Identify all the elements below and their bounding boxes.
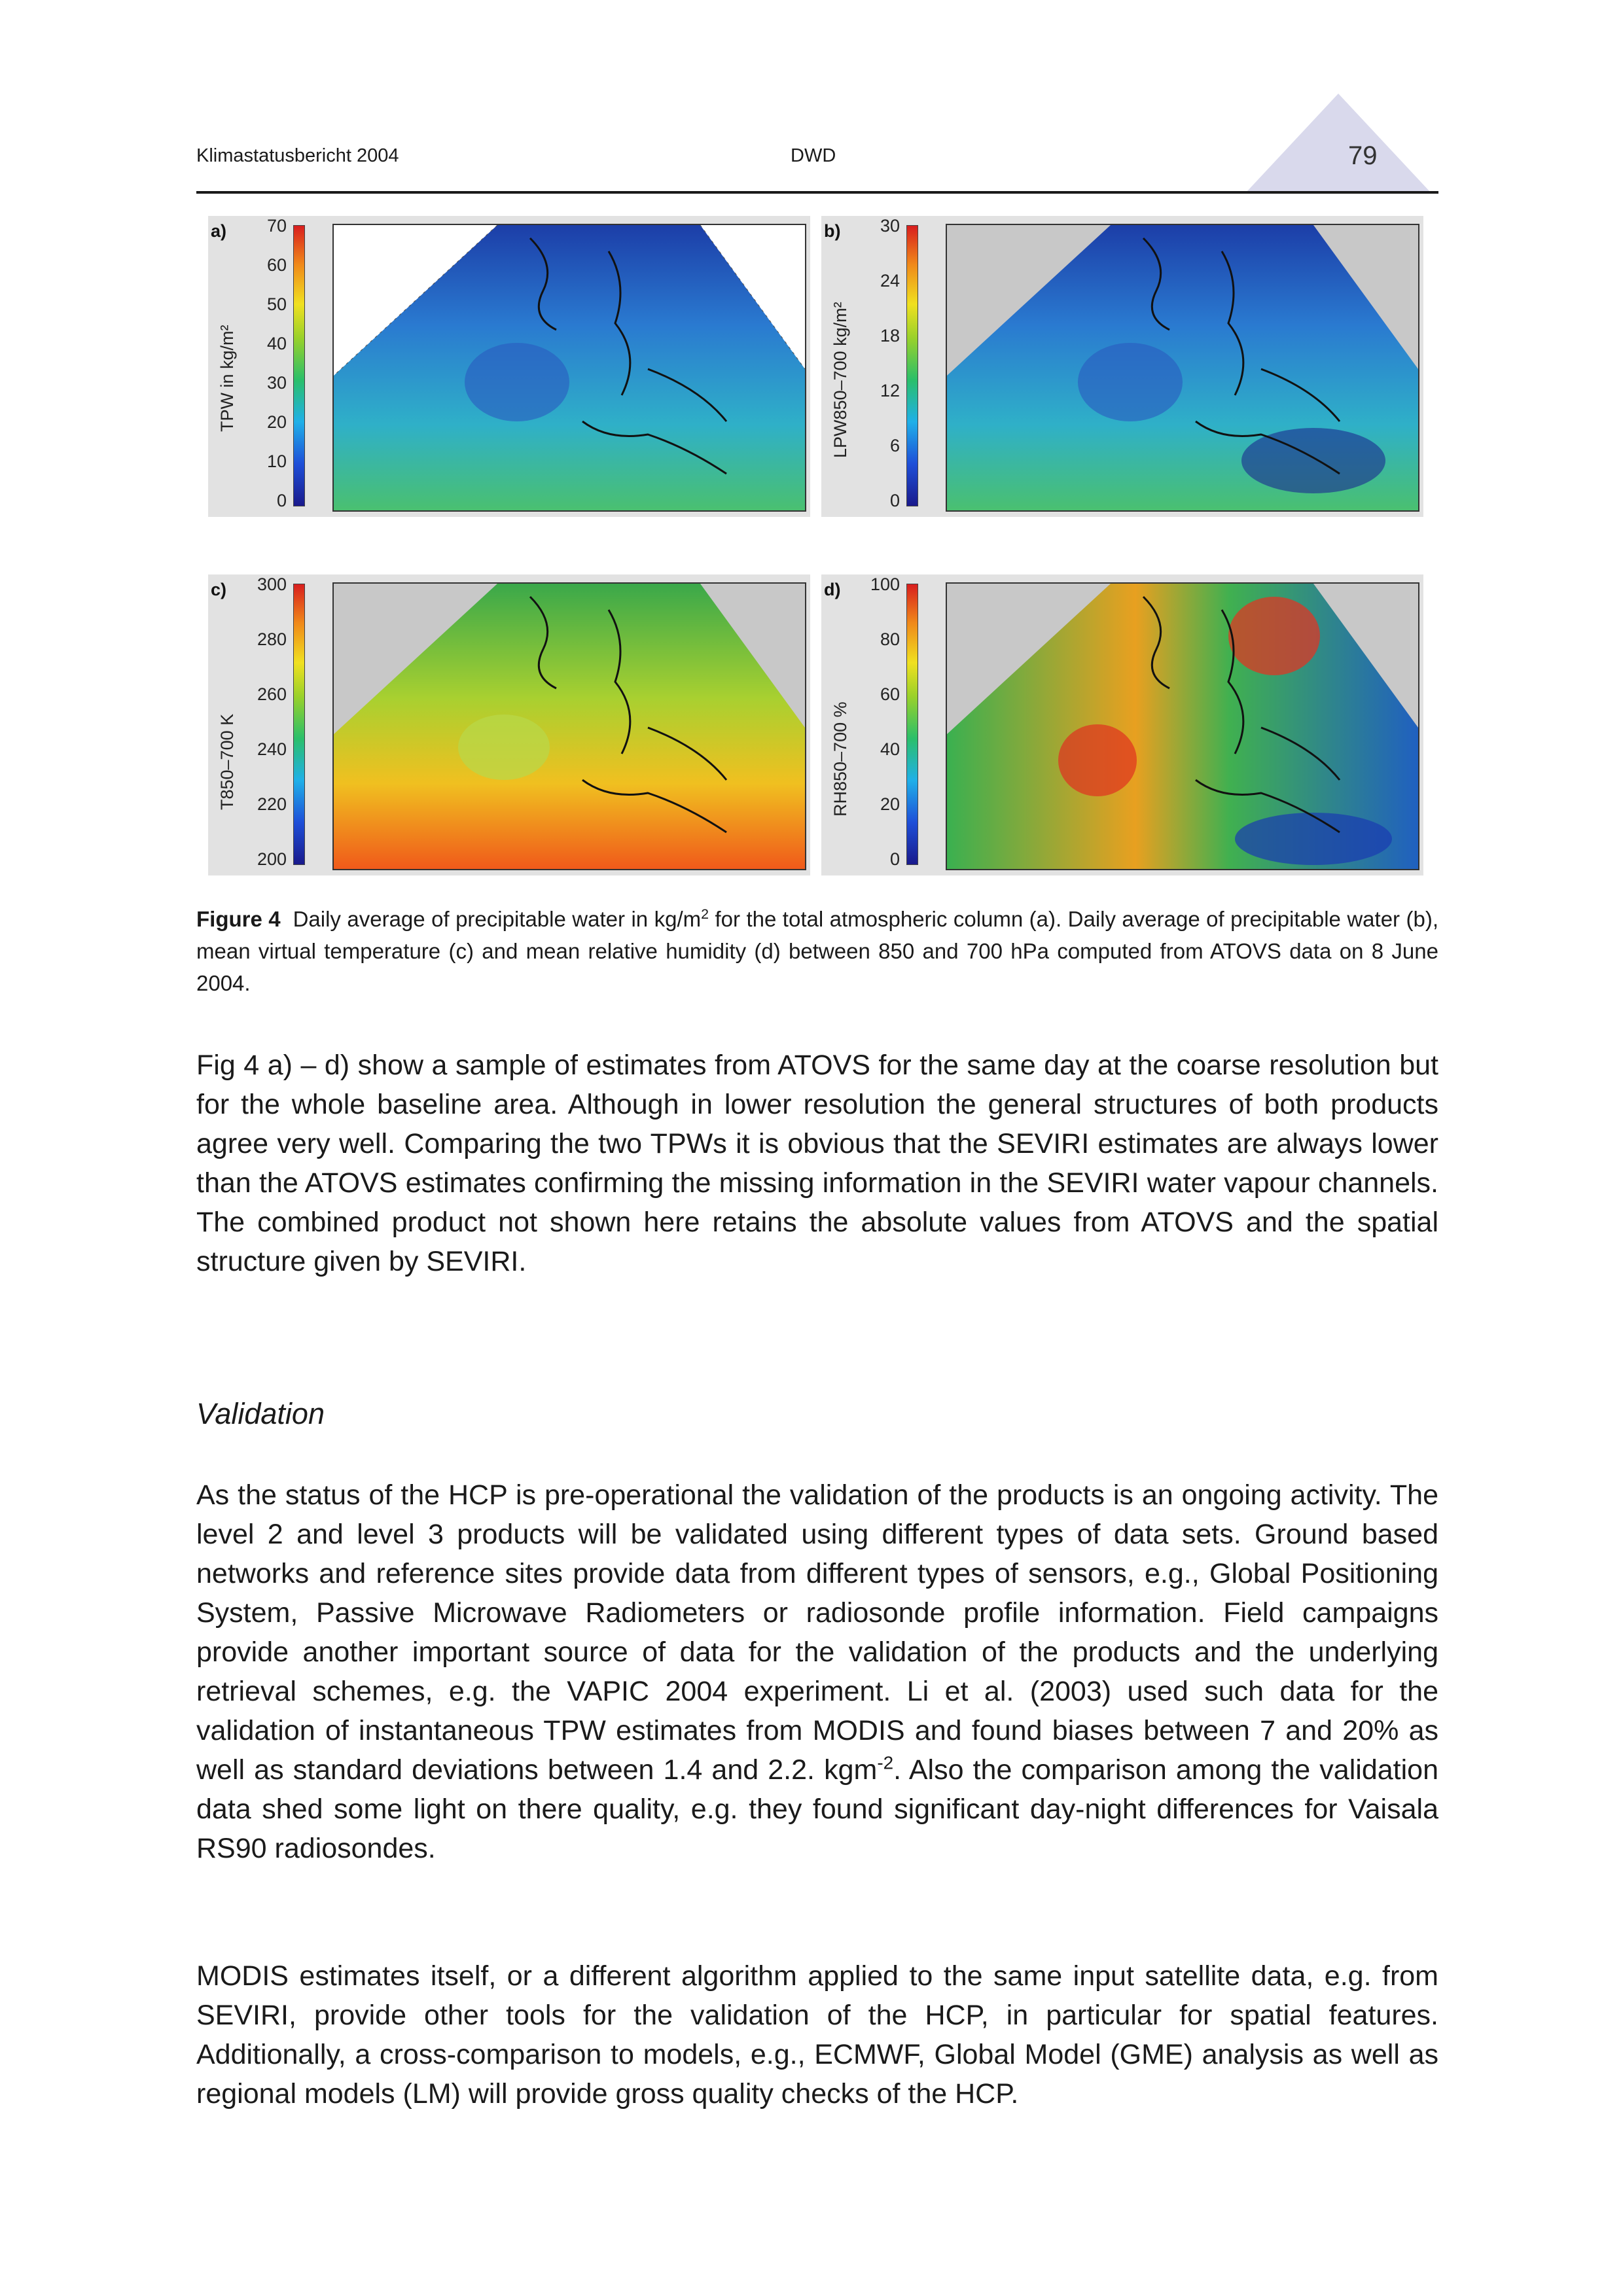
paragraph-2-superscript: -2: [877, 1752, 894, 1773]
colorbar-tick: 20: [266, 412, 287, 432]
colorbar-tick: 0: [276, 491, 287, 510]
panel-label: d): [824, 580, 841, 599]
colorbar-tick: 60: [266, 255, 287, 275]
panel-label: c): [211, 580, 227, 599]
colorbar-tick: 30: [880, 216, 900, 236]
colorbar-tick: 0: [889, 491, 900, 510]
caption-text-1: Daily average of precipitable water in kg/m: [293, 907, 702, 931]
map-image: [332, 582, 806, 870]
caption-lead: Figure 4: [196, 907, 281, 931]
colorbar-tick: 220: [257, 794, 287, 814]
colorbar-tick: 24: [880, 271, 900, 291]
colorbar-axis-label: LPW850–700 kg/m²: [830, 302, 850, 458]
colorbar-tick: 0: [889, 849, 900, 869]
figure-caption: [196, 903, 1438, 999]
colorbar-tick: 18: [880, 326, 900, 345]
figure-panel-c: [208, 574, 810, 875]
colorbar-tick: 240: [257, 739, 287, 759]
paragraph-2: [196, 1475, 1438, 1868]
section-heading: Validation: [196, 1397, 325, 1430]
map-image: [332, 224, 806, 512]
colorbar-tick: 50: [266, 294, 287, 314]
caption-superscript: 2: [701, 906, 709, 922]
publisher: DWD: [791, 145, 836, 166]
colorbar-tick: 20: [880, 794, 900, 814]
panel-label: b): [824, 221, 841, 241]
colorbar-tick: 280: [257, 629, 287, 649]
header-rule: [196, 191, 1438, 194]
colorbar-tick: 40: [266, 334, 287, 353]
page-corner-triangle: [1247, 94, 1430, 192]
colorbar: [906, 584, 918, 865]
colorbar-axis-label: RH850–700 %: [830, 701, 850, 817]
colorbar-tick: 70: [266, 216, 287, 236]
page-number: 79: [1348, 141, 1378, 170]
colorbar-axis-label: T850–700 K: [217, 713, 237, 810]
colorbar-tick: 6: [889, 436, 900, 455]
colorbar-tick: 30: [266, 373, 287, 393]
colorbar-tick: 60: [880, 684, 900, 704]
colorbar-tick: 80: [880, 629, 900, 649]
colorbar-tick: 12: [880, 381, 900, 400]
colorbar: [293, 584, 305, 865]
colorbar-tick: 200: [257, 849, 287, 869]
colorbar-axis-label: TPW in kg/m²: [217, 325, 237, 432]
figure-panel-b: [821, 216, 1423, 517]
map-image: [946, 224, 1419, 512]
paragraph-2-part-a: As the status of the HCP is pre-operational the validation of the products is an ongoing activity. The level 2 and level 3 products will be validated using different types of data sets. Ground based networks and reference sites provide data from different types of sensors, e.g., Global Positioning System, Passive Microwave Radiometers or radiosonde profile information. Field campaigns provide another important source of data for the validation of the products and the underlying retrieval schemes, e.g. the VAPIC 2004 experiment. Li et al. (2003) used such data for the validation of instantaneous TPW estimates from MODIS and found biases between 7 and 20% as well as standard deviations between 1.4 and 2.2. kgm: [196, 1479, 1438, 1786]
paragraph-2-part-b: . Also the comparison among the validation data shed some light on there quality, e.g. they found significant day-night differences for Vaisala RS90 radiosondes.: [196, 1754, 1438, 1864]
colorbar-tick: 40: [880, 739, 900, 759]
running-title: Klimastatusbericht 2004: [196, 145, 399, 166]
colorbar-tick: 10: [266, 451, 287, 471]
colorbar: [906, 225, 918, 506]
colorbar-tick: 260: [257, 684, 287, 704]
page-header: [196, 143, 1438, 195]
map-image: [946, 582, 1419, 870]
paragraph-1: Fig 4 a) – d) show a sample of estimates from ATOVS for the same day at the coarse resolution but for the whole baseline area. Although in lower resolution the general structures of both products agree very well. Comparing the two TPWs it is obvious that the SEVIRI estimates are always lower than the ATOVS estimates confirming the missing information in the SEVIRI water vapour channels. The combined product not shown here retains the absolute values from ATOVS and the spatial structure given by SEVIRI.: [196, 1050, 1438, 1277]
figure-panel-a: [208, 216, 810, 517]
figure-panel-d: [821, 574, 1423, 875]
colorbar-tick: 100: [870, 574, 900, 594]
caption-text-2: for the total atmospheric column (a). Daily average of precipitable water (b), mean virtual temperature (c) and mean relative humidity (d) between 850 and 700 hPa computed from ATOVS data on 8 June 2004.: [196, 907, 1439, 995]
colorbar: [293, 225, 305, 506]
panel-label: a): [211, 221, 227, 241]
paragraph-3: MODIS estimates itself, or a different algorithm applied to the same input satellite data, e.g. from SEVIRI, provide other tools for the validation of the HCP, in particular for spatial features. Additionally, a cross-comparison to models, e.g., ECMWF, Global Model (GME) analysis as well as regional models (LM) will provide gross quality checks of the HCP.: [196, 1960, 1438, 2110]
colorbar-tick: 300: [257, 574, 287, 594]
